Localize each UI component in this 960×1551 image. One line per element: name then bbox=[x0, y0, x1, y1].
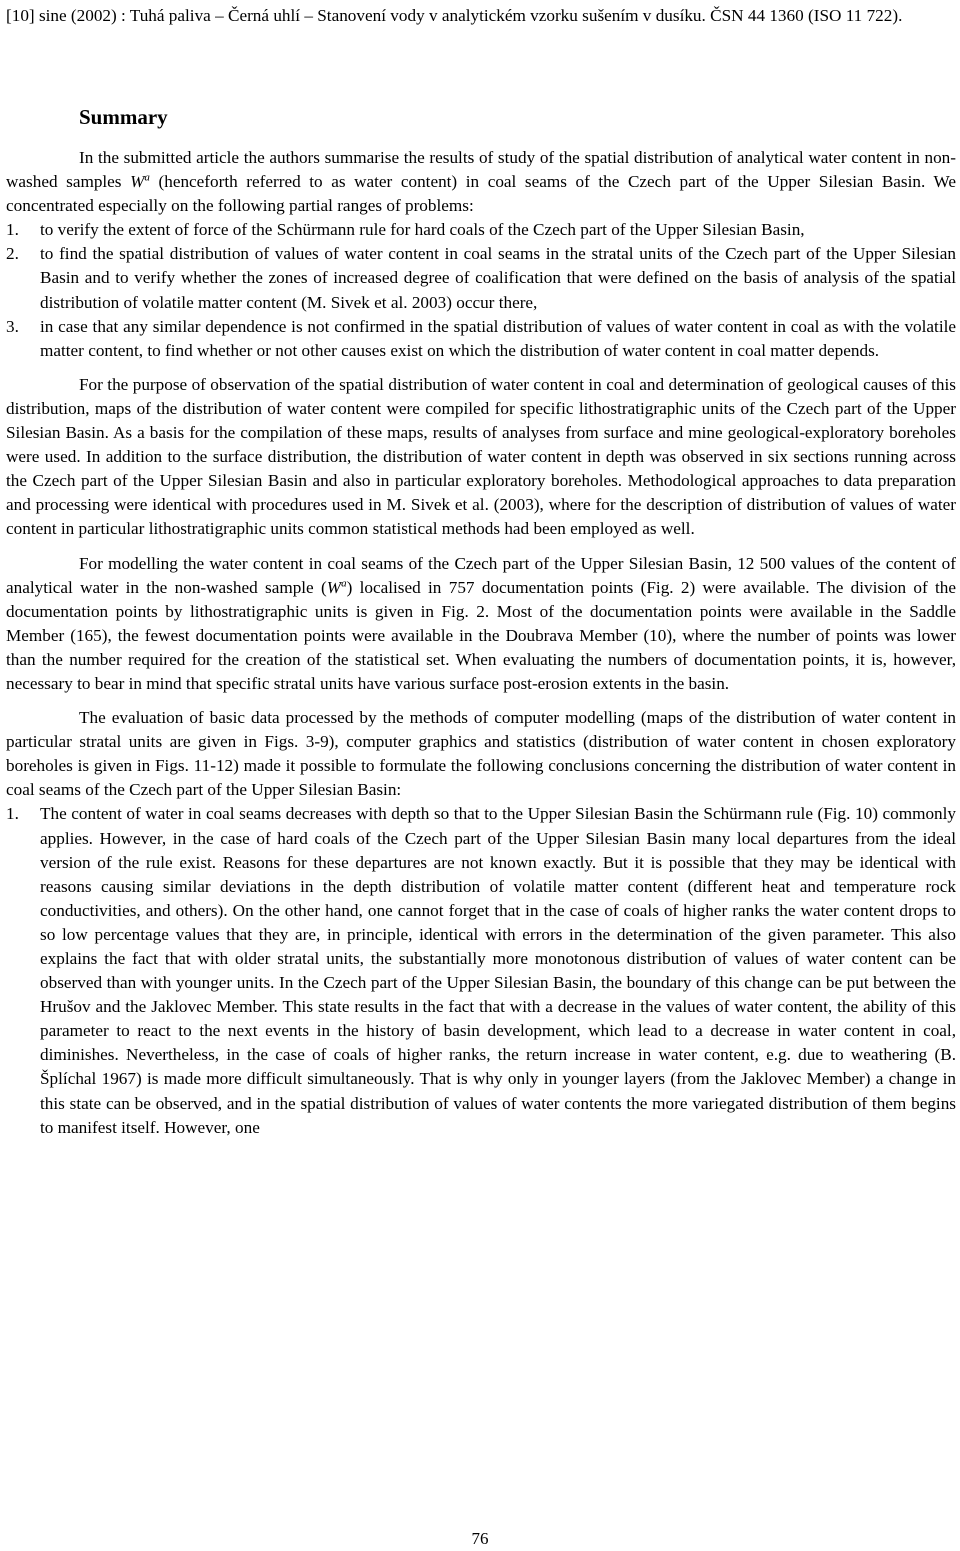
list-item bbox=[6, 802, 956, 1139]
problems-list bbox=[6, 218, 956, 363]
reference-text: sine (2002) : Tuhá paliva – Černá uhlí – Stanovení vody v analytickém vzorku sušením v dusíku. ČSN 44 1360 (ISO 11 722). bbox=[38, 6, 903, 25]
list-marker: 1. bbox=[6, 804, 19, 824]
paragraph-gap bbox=[6, 696, 956, 706]
data-text-end: ) localised in 757 documentation points (Fig. 2) were available. The division of the documentation points by lithostratigraphic units is given in Fig. 2. Most of the documentation points were available in the Saddle Member (165), the fewest documentation points were available in the Doubrava Member (10), where the number of points was lower than the number required for the creation of the statistical set. When evaluating the numbers of documentation points, it is, however, necessary to bear in mind that specific stratal units have various surface post-erosion extents in the basin. bbox=[6, 577, 957, 693]
water-symbol-superscript: a bbox=[144, 171, 150, 184]
water-symbol bbox=[130, 172, 150, 191]
paragraph-gap bbox=[6, 363, 956, 373]
list-item-text: in case that any similar dependence is not confirmed in the spatial distribution of values of water content in coal as with the volatile matter content, to find whether or not other causes exist on which the distribution of water content in coal matter depends. bbox=[40, 316, 956, 360]
conclusions-list bbox=[6, 802, 956, 1139]
water-symbol-superscript: a bbox=[341, 576, 347, 589]
section-title: Summary bbox=[79, 105, 168, 129]
summary-body bbox=[6, 146, 956, 1140]
data-paragraph bbox=[6, 552, 956, 697]
reference-number: [10] bbox=[6, 6, 35, 25]
list-item bbox=[6, 218, 956, 242]
list-marker: 2. bbox=[6, 244, 19, 264]
intro-text-end: (henceforth referred to as water content) in coal seams of the Czech part of the Upper Silesian Basin. We concentrated especially on the following partial ranges of problems: bbox=[6, 172, 957, 216]
paragraph-gap bbox=[6, 542, 956, 552]
evaluation-paragraph: The evaluation of basic data processed by the methods of computer modelling (maps of the distribution of water content in particular stratal units are given in Figs. 3-9), computer graphics and statistics (distribution of water content in chosen exploratory boreholes is given in Figs. 11-12) made it possible to formulate the following conclusions concerning the distribution of water content in coal seams of the Czech part of the Upper Silesian Basin: bbox=[6, 708, 956, 800]
water-symbol bbox=[327, 578, 347, 597]
list-item bbox=[6, 315, 956, 363]
data-text-start: For modelling the water content in coal seams of the Czech part of the Upper Silesian Basin, 12 500 values of the content of analytical water in the non-washed sample ( bbox=[6, 553, 956, 597]
water-symbol-base: W bbox=[130, 172, 145, 192]
list-marker: 1. bbox=[6, 220, 19, 240]
list-item-text: to verify the extent of force of the Schürmann rule for hard coals of the Czech part of the Upper Silesian Basin, bbox=[40, 220, 805, 240]
list-marker: 3. bbox=[6, 316, 19, 336]
list-item-text: to find the spatial distribution of values of water content in coal seams in the stratal units of the Czech part of the Upper Silesian Basin and to verify whether the zones of increased degree of coalification that were defined on the basis of analysis of the spatial distribution of volatile matter content (M. Sivek et al. 2003) occur there, bbox=[40, 244, 956, 312]
reference-entry bbox=[6, 4, 956, 28]
summary-intro-paragraph bbox=[6, 146, 956, 218]
list-item bbox=[6, 242, 956, 314]
list-item-text: The content of water in coal seams decreases with depth so that to the Upper Silesian Basin the Schürmann rule (Fig. 10) commonly applies. However, in the case of hard coals of the Czech part of the Upper Silesian Basin many local departures from the ideal version of the rule exist. Reasons for these departures are not known exactly. But it is possible that they may be identical with reasons causing similar deviations in the depth distribution of volatile matter content (different heat and temperature rock conductivities, and others). On the other hand, one cannot forget that in the case of coals of higher ranks the water content drops to so low percentage values that they are, in principle, identical with errors in the determination of the given parameter. This also explains the fact that with older stratal units, the substantially more monotonous distribution of values of water content can be observed than with younger units. In the Czech part of the Upper Silesian Basin, the boundary of this change can be put between the Hrušov and the Jaklovec Member. This state results in the fact that with a decrease in the values of water content, the ability of this parameter to react to the next events in the history of basin development, which lead to a decrease in water content in coal, diminishes. Nevertheless, in the case of coals of higher ranks, the return increase in water content, e.g. due to weathering (B. Šplíchal 1967) is made more difficult simultaneously. That is why only in younger layers (from the Jaklovec Member) a change in this state can be observed, and in the spatial distribution of values of water contents the more variegated distribution of them begins to manifest itself. However, one bbox=[40, 804, 956, 1137]
intro-text-start: In the submitted article the authors summarise the results of study of the spatial distribution of analytical water content in non-washed samples bbox=[6, 148, 956, 192]
water-symbol-base: W bbox=[326, 577, 342, 597]
methods-paragraph: For the purpose of observation of the spatial distribution of water content in coal and determination of geological causes of this distribution, maps of the distribution of water content were compiled for specific lithostratigraphic units of the Czech part of the Upper Silesian Basin. As a basis for the compilation of these maps, results of analyses from surface and mine geological-exploratory boreholes were used. In addition to the surface distribution, the distribution of water content in depth was observed in six sections running across the Czech part of the Upper Silesian Basin and also in particular exploratory boreholes. Methodological approaches to data preparation and processing were identical with procedures used in M. Sivek et al. (2003), where for the description of distribution of values of water content in particular lithostratigraphic units common statistical methods had been employed as well. bbox=[6, 374, 956, 539]
page-number: 76 bbox=[471, 1529, 489, 1548]
